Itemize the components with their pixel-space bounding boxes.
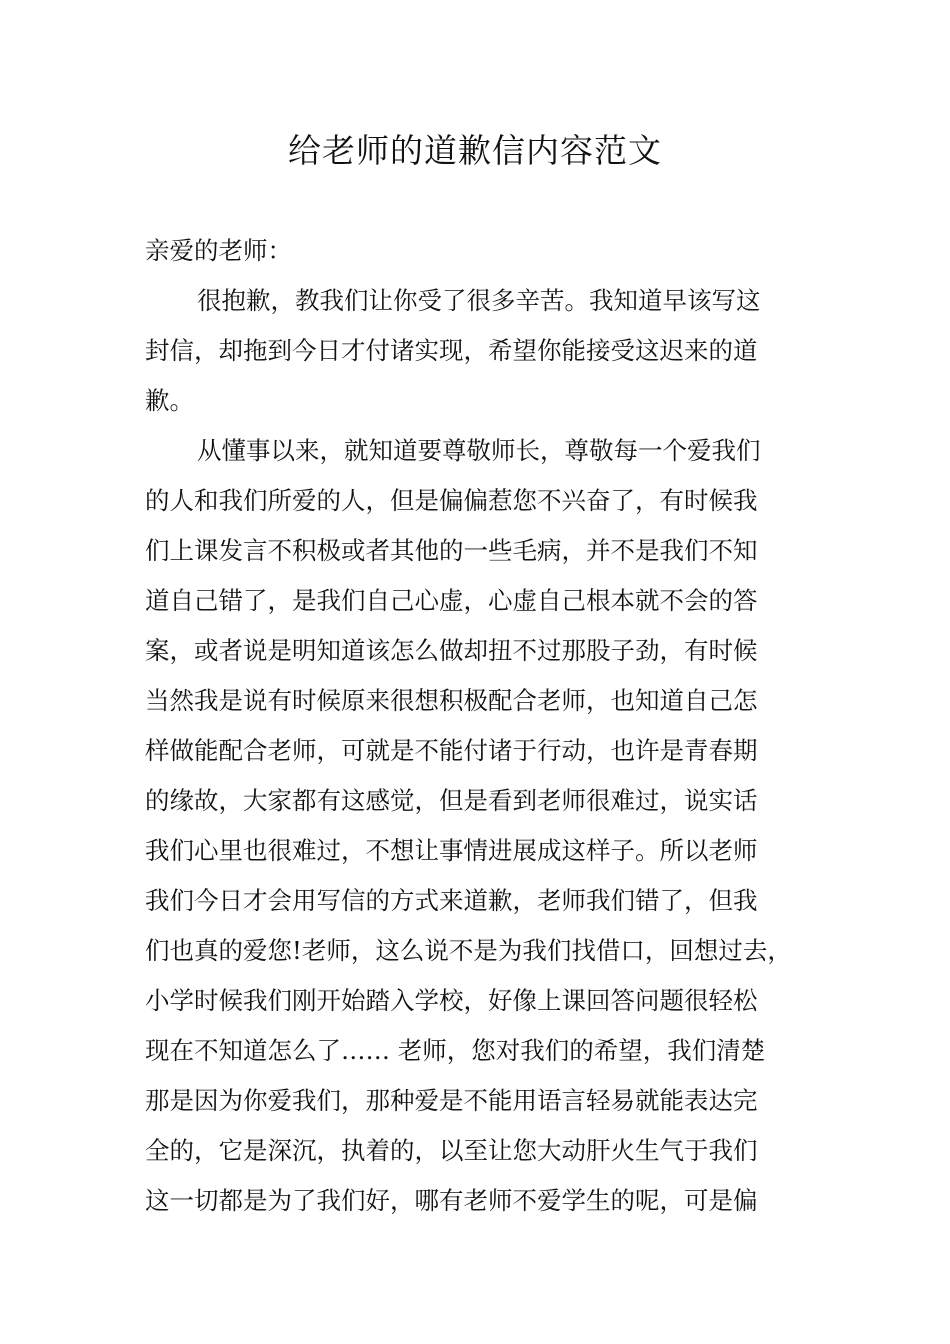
paragraph-2-line: 从懂事以来，就知道要尊敬师长，尊敬每一个爱我们	[197, 436, 761, 465]
paragraph-1-line: 封信，却拖到今日才付诸实现，希望你能接受这迟来的道	[145, 336, 758, 365]
paragraph-2-line: 们也真的爱您!老师，这么说不是为我们找借口，回想过去，	[145, 936, 792, 965]
salutation: 亲爱的老师：	[145, 236, 292, 265]
paragraph-2-line: 当然我是说有时候原来很想积极配合老师，也知道自己怎	[145, 686, 758, 715]
paragraph-2-line: 我们今日才会用写信的方式来道歉，老师我们错了，但我	[145, 886, 758, 915]
letter-body	[145, 226, 810, 1226]
paragraph-2-line: 全的，它是深沉，执着的，以至让您大动肝火生气于我们	[145, 1136, 758, 1165]
paragraph-2-line: 们上课发言不积极或者其他的一些毛病，并不是我们不知	[145, 536, 758, 565]
paragraph-2-line: 样做能配合老师，可就是不能付诸于行动，也许是青春期	[145, 736, 758, 765]
paragraph-2-line: 小学时候我们刚开始踏入学校，好像上课回答问题很轻松	[145, 986, 758, 1015]
paragraph-2-line: 我们心里也很难过，不想让事情进展成这样子。所以老师	[145, 836, 758, 865]
paragraph-2-line: 道自己错了，是我们自己心虚，心虚自己根本就不会的答	[145, 586, 758, 615]
paragraph-2-line: 那是因为你爱我们，那种爱是不能用语言轻易就能表达完	[145, 1086, 758, 1115]
document-title: 给老师的道歉信内容范文	[288, 131, 662, 170]
paragraph-2-line: 的人和我们所爱的人，但是偏偏惹您不兴奋了，有时候我	[145, 486, 758, 515]
paragraph-2-line: 现在不知道怎么了…… 老师，您对我们的希望，我们清楚	[145, 1036, 766, 1065]
paragraph-1-line: 歉。	[145, 386, 194, 415]
paragraph-1-line: 很抱歉，教我们让你受了很多辛苦。我知道早该写这	[197, 286, 761, 315]
paragraph-2-line: 这一切都是为了我们好，哪有老师不爱学生的呢，可是偏	[145, 1186, 758, 1215]
paragraph-2-line: 的缘故，大家都有这感觉，但是看到老师很难过，说实话	[145, 786, 758, 815]
paragraph-2-line: 案，或者说是明知道该怎么做却扭不过那股子劲，有时候	[145, 636, 758, 665]
